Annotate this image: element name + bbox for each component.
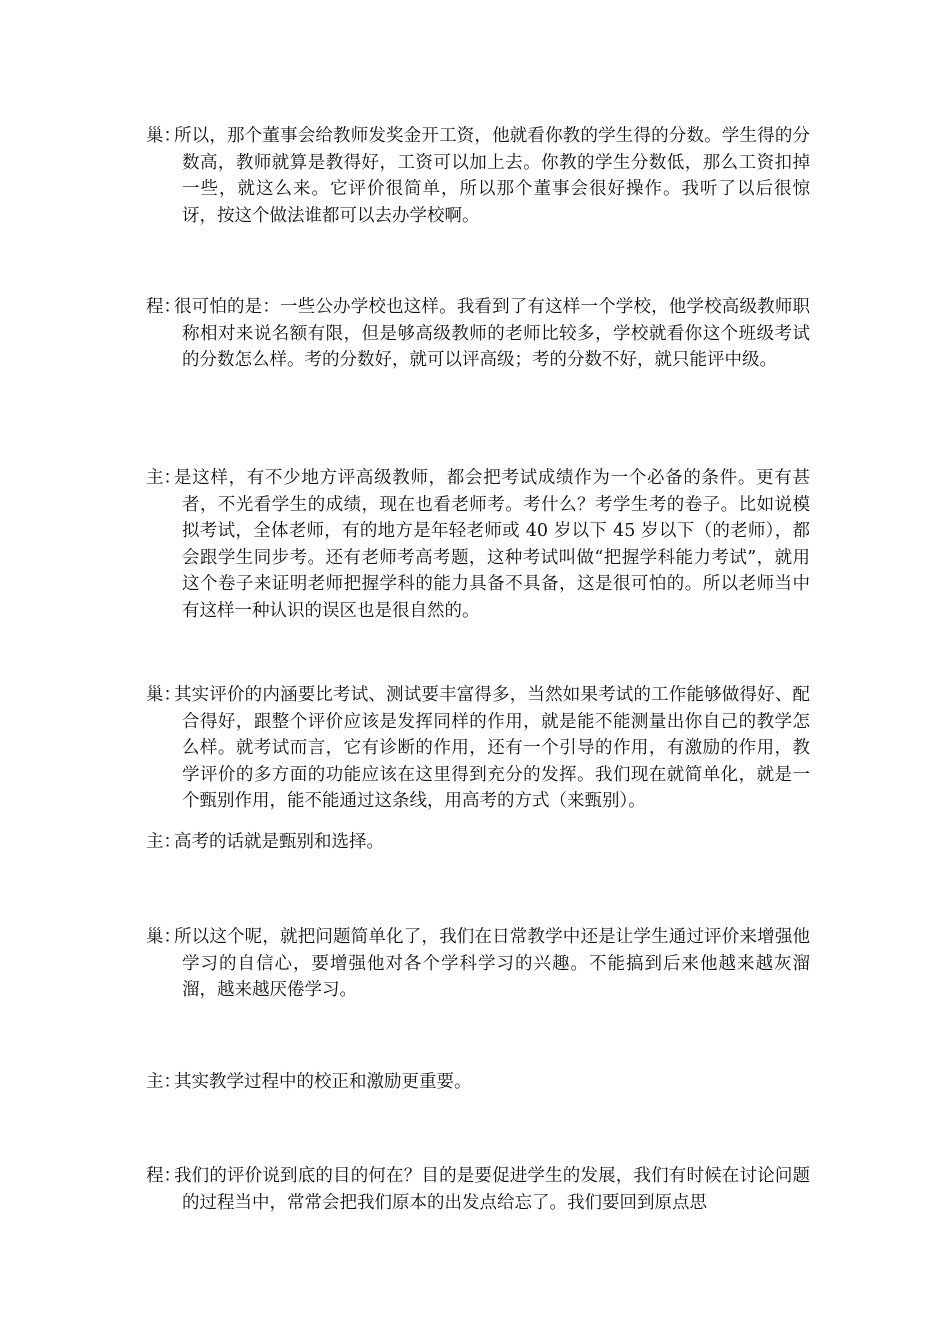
dialogue-text: 我们的评价说到底的目的何在？目的是要促进学生的发展，我们有时候在讨论问题的过程当中，常常会把我们原本的出发点给忘了。我们要回到原点思	[174, 1166, 810, 1213]
dialogue-paragraph	[146, 465, 810, 624]
speaker-label: 巢：	[146, 927, 181, 947]
speaker-label: 程：	[146, 297, 181, 317]
dialogue-paragraph	[146, 682, 810, 815]
dialogue-text: 很可怕的是：一些公办学校也这样。我看到了有这样一个学校，他学校高级教师职称相对来说名额有限，但是够高级教师的老师比较多，学校就看你这个班级考试的分数怎么样。考的分数好，就可以评高级；考的分数不好，就只能评中级。	[174, 297, 810, 370]
dialogue-paragraph	[146, 924, 810, 1004]
dialogue-paragraph	[146, 1163, 810, 1216]
speaker-label: 巢：	[146, 685, 181, 705]
dialogue-text: 所以这个呢，就把问题简单化了，我们在日常教学中还是让学生通过评价来增强他学习的自信心，要增强他对各个学科学习的兴趣。不能搞到后来他越来越灰溜溜，越来越厌倦学习。	[174, 927, 810, 1000]
speaker-label: 巢：	[146, 126, 181, 146]
speaker-label: 主：	[146, 468, 181, 488]
dialogue-paragraph	[146, 829, 810, 856]
dialogue-text: 是这样，有不少地方评高级教师，都会把考试成绩作为一个必备的条件。更有甚者，不光看学生的成绩，现在也看老师考。考什么？考学生考的卷子。比如说模拟考试，全体老师，有的地方是年轻老师或 40 岁以下 45 岁以下（的老师），都会跟学生同步考。还有老师考高考题，这种考试叫做“把握学科能力考试”，就用这个卷子来证明老师把握学科的能力具备不具备，这是很可怕的。所以老师当中有这样一种认识的误区也是很自然的。	[174, 468, 810, 621]
speaker-label: 程：	[146, 1166, 181, 1186]
dialogue-paragraph	[146, 1069, 810, 1096]
dialogue-text: 高考的话就是甄别和选择。	[174, 832, 384, 852]
speaker-label: 主：	[146, 832, 181, 852]
dialogue-text: 其实评价的内涵要比考试、测试要丰富得多，当然如果考试的工作能够做得好、配合得好，跟整个评价应该是发挥同样的作用，就是能不能测量出你自己的教学怎么样。就考试而言，它有诊断的作用，还有一个引导的作用，有激励的作用，教学评价的多方面的功能应该在这里得到充分的发挥。我们现在就简单化，就是一个甄别作用，能不能通过这条线，用高考的方式（来甄别）。	[174, 685, 810, 811]
speaker-label: 主：	[146, 1072, 181, 1092]
dialogue-paragraph	[146, 123, 810, 229]
dialogue-text: 其实教学过程中的校正和激励更重要。	[174, 1072, 472, 1092]
dialogue-text: 所以，那个董事会给教师发奖金开工资，他就看你教的学生得的分数。学生得的分数高，教师就算是教得好，工资可以加上去。你教的学生分数低，那么工资扣掉一些，就这么来。它评价很简单，所以那个董事会很好操作。我听了以后很惊讶，按这个做法谁都可以去办学校啊。	[174, 126, 810, 226]
dialogue-paragraph	[146, 294, 810, 374]
